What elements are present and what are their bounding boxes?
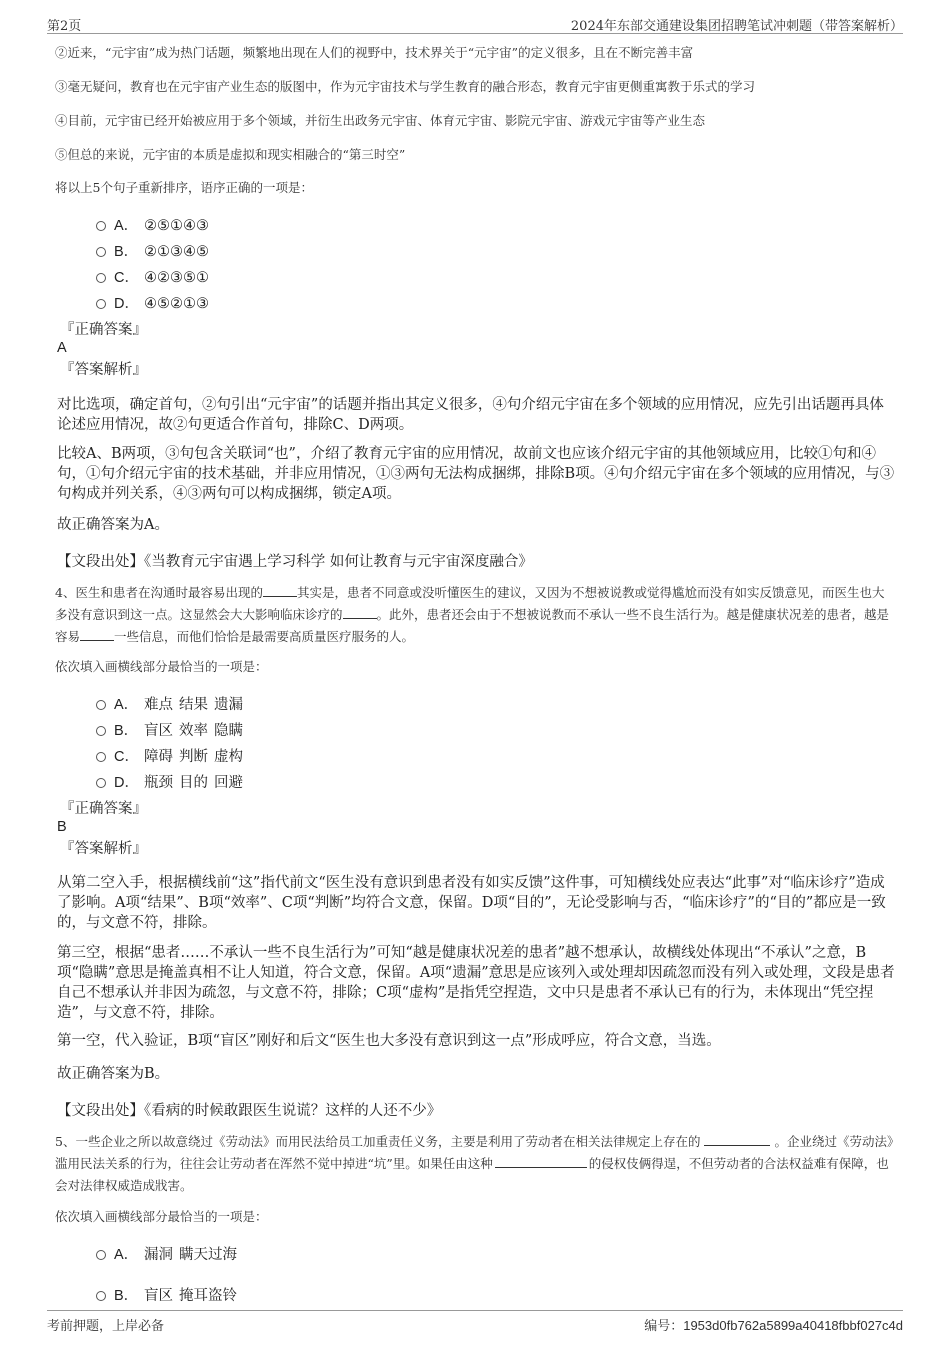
- sentence-2: ②近来，“元宇宙”成为热门话题，频繁地出现在人们的视野中，技术界关于“元宇宙”的定义很多，且在不断完善丰富: [55, 45, 694, 60]
- analysis-conclusion: 故正确答案为A。: [57, 517, 169, 533]
- answer-label: 『正确答案』: [60, 801, 147, 817]
- radio-icon[interactable]: [96, 700, 106, 710]
- radio-icon[interactable]: [96, 726, 106, 736]
- sentence-4: ④目前，元宇宙已经开始被应用于多个领域，并衍生出政务元宇宙、体育元宇宙、影院元宇宙、游戏元宇宙等产业生态: [55, 113, 706, 128]
- radio-icon[interactable]: [96, 299, 106, 309]
- radio-icon[interactable]: [96, 1291, 106, 1301]
- blank-line: [80, 626, 114, 641]
- q3-option-a[interactable]: A． ②⑤①④③: [96, 214, 209, 236]
- source-citation: 【文段出处】《当教育元宇宙遇上学习科学 如何让教育与元宇宙深度融合》: [57, 554, 533, 570]
- page-header: [47, 13, 903, 34]
- radio-icon[interactable]: [96, 1250, 106, 1260]
- sentence-5: ⑤但总的来说，元宇宙的本质是虚拟和现实相融合的“第三时空”: [55, 147, 406, 162]
- analysis-label: 『答案解析』: [60, 841, 147, 857]
- q5-option-b[interactable]: B． 盲区 掩耳盗铃: [96, 1284, 237, 1306]
- question-stem: 4、医生和患者在沟通时最容易出现的 其实是，患者不同意或没听懂医生的建议，又因为不想被说教或觉得尴尬而没有如实反馈意见，而医生也大多没有意识到这一点。这显然会大大影响临床诊疗的 。此外，患者还会由于不想被说教而不承认一些不良生活行为。越是健康状况差的患者，越是容易 一些信息，而他们恰恰是最需要高质量医疗服务的人。: [55, 582, 895, 648]
- radio-icon[interactable]: [96, 778, 106, 788]
- blank-line: [495, 1153, 587, 1168]
- q3-option-c[interactable]: C． ④②③⑤①: [96, 266, 209, 288]
- q5-option-a[interactable]: A． 漏洞 瞒天过海: [96, 1243, 237, 1265]
- analysis-paragraph: 对比选项，确定首句，②句引出“元宇宙”的话题并指出其定义很多，④句介绍元宇宙在多个领域的应用情况，应先引出话题再具体论述应用情况，故②句更适合作首句，排除C、D两项。: [57, 397, 884, 433]
- question-prompt: 依次填入画横线部分最恰当的一项是：: [55, 1209, 268, 1224]
- radio-icon[interactable]: [96, 221, 106, 231]
- answer-value: B: [57, 819, 67, 835]
- blank-line: [704, 1131, 770, 1146]
- analysis-paragraph: 从第二空入手，根据横线前“这”指代前文“医生没有意识到患者没有如实反馈”这件事，可知横线处应表达“此事”对“临床诊疗”造成了影响。A项“结果”、B项“效率”、C项“判断”均符合文意，保留。D项“目的”，无论受影响与否，“临床诊疗”的“目的”都应是一致的，与文意不符，排除。: [57, 875, 886, 931]
- sentence-3: ③毫无疑问，教育也在元宇宙产业生态的版图中，作为元宇宙技术与学生教育的融合形态，教育元宇宙更侧重寓教于乐式的学习: [55, 79, 756, 94]
- answer-value: A: [57, 340, 67, 356]
- q4-option-d[interactable]: D． 瓶颈 目的 回避: [96, 771, 243, 793]
- q4-option-c[interactable]: C． 障碍 判断 虚构: [96, 745, 243, 767]
- page-footer: [47, 1310, 903, 1335]
- radio-icon[interactable]: [96, 752, 106, 762]
- q3-option-d[interactable]: D． ④⑤②①③: [96, 292, 209, 314]
- radio-icon[interactable]: [96, 247, 106, 257]
- question-stem: 5、一些企业之所以故意绕过《劳动法》而用民法给员工加重责任义务，主要是利用了劳动者在相关法律规定上存在的 。企业绕过《劳动法》滥用民法关系的行为，往往会让劳动者在浑然不觉中掉进“坑”里。如果任由这种 的侵权伎俩得逞，不但劳动者的合法权益难有保障，也会对法律权威造成戕害。: [55, 1131, 895, 1197]
- question-prompt: 将以上5个句子重新排序，语序正确的一项是：: [55, 180, 313, 195]
- answer-label: 『正确答案』: [60, 322, 147, 338]
- analysis-label: 『答案解析』: [60, 362, 147, 378]
- analysis-paragraph: 比较A、B两项，③句包含关联词“也”，介绍了教育元宇宙的应用情况，故前文也应该介绍元宇宙的其他领域应用，比较①句和④句，①句介绍元宇宙的技术基础，并非应用情况，①③两句无法构成捆绑，排除B项。④句介绍元宇宙在多个领域的应用情况，与③句构成并列关系，④③两句可以构成捆绑，锁定A项。: [57, 446, 895, 502]
- page-number: 第2页: [47, 19, 82, 34]
- q4-option-a[interactable]: A． 难点 结果 遗漏: [96, 693, 243, 715]
- radio-icon[interactable]: [96, 273, 106, 283]
- source-citation: 【文段出处】《看病的时候敢跟医生说谎？这样的人还不少》: [57, 1103, 442, 1119]
- q4-option-b[interactable]: B． 盲区 效率 隐瞒: [96, 719, 243, 741]
- question-prompt: 依次填入画横线部分最恰当的一项是：: [55, 659, 268, 674]
- analysis-paragraph: 第一空，代入验证，B项“盲区”刚好和后文“医生也大多没有意识到这一点”形成呼应，符合文意，当选。: [57, 1033, 721, 1049]
- q3-option-b[interactable]: B． ②①③④⑤: [96, 240, 209, 262]
- analysis-paragraph: 第三空，根据“患者……不承认一些不良生活行为”可知“越是健康状况差的患者”越不想承认，故横线处体现出“不承认”之意，B项“隐瞒”意思是掩盖真相不让人知道，符合文意，保留。A项“遗漏”意思是应该列入或处理却因疏忽而没有列入或处理，文段是患者自己不想承认并非因为疏忽，与文意不符，排除；C项“虚构”是指凭空捏造，文中只是患者不承认已有的行为，未体现出“凭空捏造”，与文意不符，排除。: [57, 945, 895, 1021]
- document-code: 编号：1953d0fb762a5899a40418fbbf027c4d: [644, 1318, 903, 1333]
- blank-line: [343, 604, 377, 619]
- blank-line: [263, 582, 297, 597]
- document-title: 2024年东部交通建设集团招聘笔试冲刺题（带答案解析）: [570, 19, 903, 34]
- analysis-conclusion: 故正确答案为B。: [57, 1066, 170, 1082]
- footer-slogan: 考前押题，上岸必备: [47, 1319, 165, 1334]
